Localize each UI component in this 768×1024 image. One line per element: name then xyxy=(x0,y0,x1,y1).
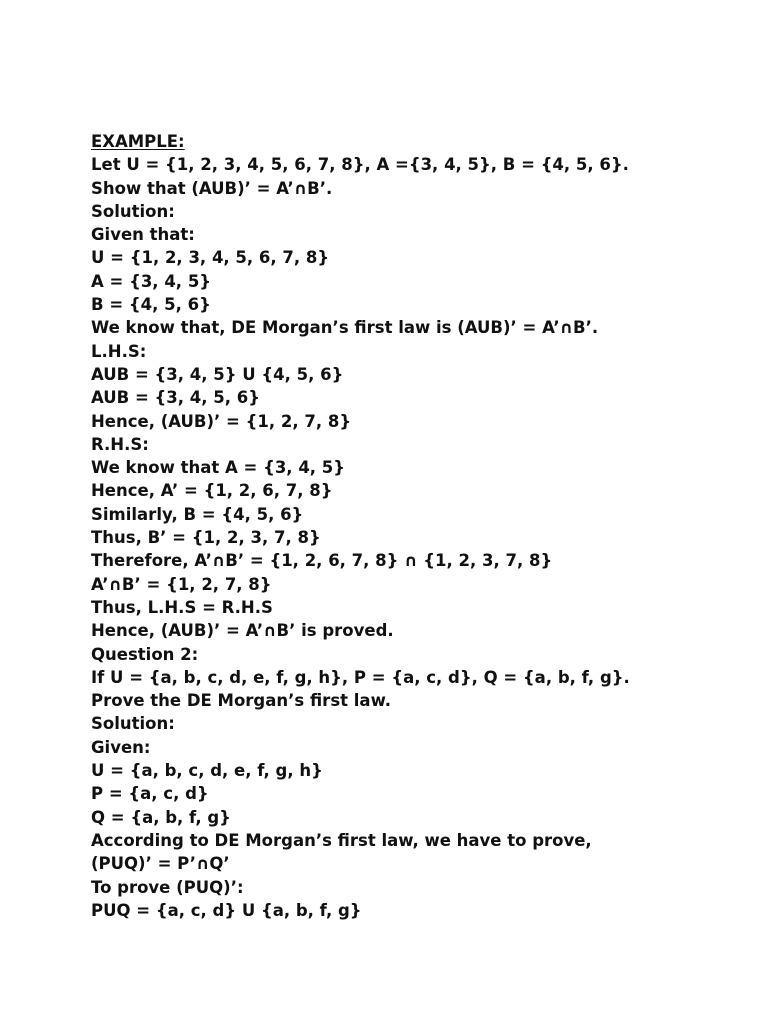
text-line: B = {4, 5, 6} xyxy=(91,295,211,315)
text-line: We know that A = {3, 4, 5} xyxy=(91,458,346,478)
text-line: Solution: xyxy=(91,714,175,734)
text-line: Show that (AUB)’ = A’∩B’. xyxy=(91,178,333,198)
text-line: (PUQ)’ = P’∩Q’ xyxy=(91,854,230,874)
document-body xyxy=(91,130,751,922)
text-line: To prove (PUQ)’: xyxy=(91,877,244,897)
text-line: AUB = {3, 4, 5} U {4, 5, 6} xyxy=(91,364,344,384)
text-line: Therefore, A’∩B’ = {1, 2, 6, 7, 8} ∩ {1, 2, 3, 7, 8} xyxy=(91,551,553,571)
text-line: Hence, (AUB)’ = {1, 2, 7, 8} xyxy=(91,411,352,431)
text-line: PUQ = {a, c, d} U {a, b, f, g} xyxy=(91,900,362,920)
text-line: According to DE Morgan’s first law, we have to prove, xyxy=(91,830,592,850)
text-line: Similarly, B = {4, 5, 6} xyxy=(91,504,304,524)
text-line: Hence, (AUB)’ = A’∩B’ is proved. xyxy=(91,621,394,641)
text-line: P = {a, c, d} xyxy=(91,784,209,804)
text-line: Hence, A’ = {1, 2, 6, 7, 8} xyxy=(91,481,333,501)
text-line: If U = {a, b, c, d, e, f, g, h}, P = {a, c, d}, Q = {a, b, f, g}. xyxy=(91,667,630,687)
text-line: U = {1, 2, 3, 4, 5, 6, 7, 8} xyxy=(91,248,330,268)
text-line: A = {3, 4, 5} xyxy=(91,271,212,291)
text-line: A’∩B’ = {1, 2, 7, 8} xyxy=(91,574,272,594)
text-line: Thus, B’ = {1, 2, 3, 7, 8} xyxy=(91,528,321,548)
text-line: R.H.S: xyxy=(91,434,149,454)
text-line: Solution: xyxy=(91,201,175,221)
text-line: Prove the DE Morgan’s first law. xyxy=(91,691,392,711)
text-line: Q = {a, b, f, g} xyxy=(91,807,231,827)
text-line: Given: xyxy=(91,737,151,757)
text-line: U = {a, b, c, d, e, f, g, h} xyxy=(91,761,323,781)
text-line: Thus, L.H.S = R.H.S xyxy=(91,597,273,617)
text-line: Given that: xyxy=(91,225,195,245)
example-heading: EXAMPLE: xyxy=(91,132,185,151)
text-line: Question 2: xyxy=(91,644,199,664)
text-line: Let U = {1, 2, 3, 4, 5, 6, 7, 8}, A ={3, 4, 5}, B = {4, 5, 6}. xyxy=(91,155,629,175)
text-line: L.H.S: xyxy=(91,341,147,361)
text-line: AUB = {3, 4, 5, 6} xyxy=(91,388,261,408)
text-line: We know that, DE Morgan’s first law is (AUB)’ = A’∩B’. xyxy=(91,318,599,338)
